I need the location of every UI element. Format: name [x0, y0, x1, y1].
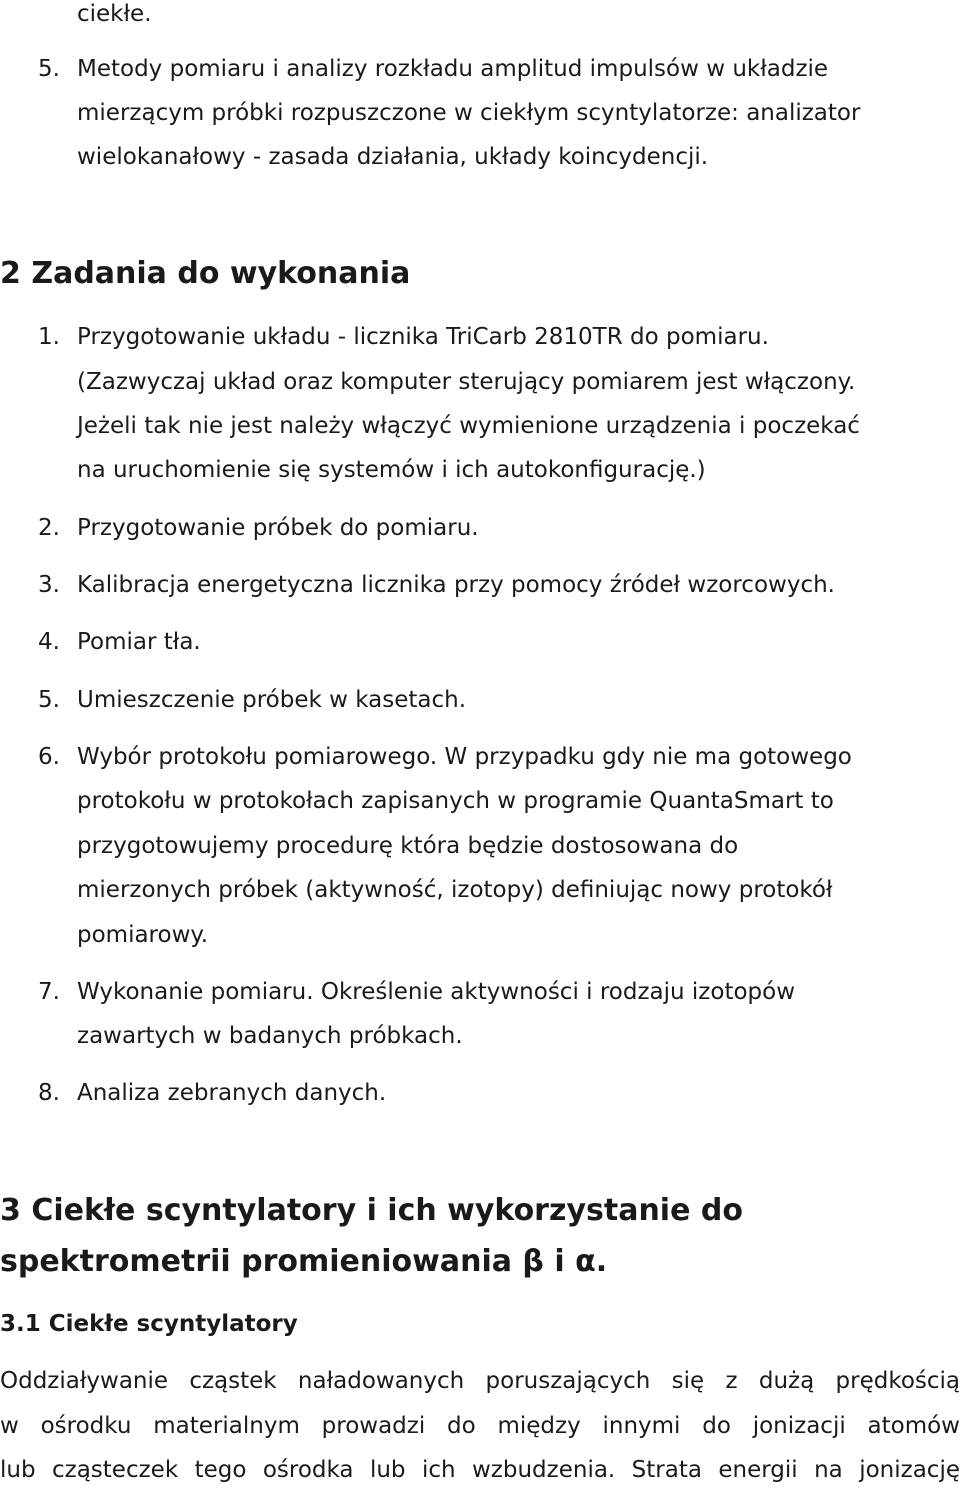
- section-heading-line: 3 Ciekłe scyntylatory i ich wykorzystanie do: [0, 1193, 743, 1228]
- task-number: 8.: [38, 1080, 60, 1106]
- subsection-heading: 3.1 Ciekłe scyntylatory: [0, 1311, 298, 1337]
- task-number: 6.: [38, 744, 60, 770]
- task-line: zawartych w badanych próbkach.: [77, 1023, 463, 1049]
- section-heading: 2 Zadania do wykonania: [0, 256, 411, 291]
- task-number: 4.: [38, 629, 60, 655]
- task-line: (Zazwyczaj układ oraz komputer sterujący pomiarem jest włączony.: [77, 369, 856, 395]
- paragraph-line: lub cząsteczek tego ośrodka lub ich wzbudzenia. Strata energii na jonizację: [0, 1457, 960, 1483]
- task-line: Przygotowanie układu - licznika TriCarb 2810TR do pomiaru.: [77, 324, 769, 350]
- list-item-line: mierzącym próbki rozpuszczone w ciekłym scyntylatorze: analizator: [77, 100, 861, 126]
- task-line: pomiarowy.: [77, 922, 209, 948]
- task-line: Umieszczenie próbek w kasetach.: [77, 687, 467, 713]
- section-heading-line: spektrometrii promieniowania β i α.: [0, 1244, 608, 1279]
- list-item-number: 5.: [38, 56, 60, 82]
- task-number: 5.: [38, 687, 60, 713]
- task-line: mierzonych próbek (aktywność, izotopy) definiując nowy protokół: [77, 877, 833, 903]
- task-line: protokołu w protokołach zapisanych w programie QuantaSmart to: [77, 788, 834, 814]
- task-line: Wybór protokołu pomiarowego. W przypadku gdy nie ma gotowego: [77, 744, 852, 770]
- task-line: Analiza zebranych danych.: [77, 1080, 387, 1106]
- task-number: 3.: [38, 572, 60, 598]
- list-item-line: Metody pomiaru i analizy rozkładu amplitud impulsów w układzie: [77, 56, 829, 82]
- task-line: Przygotowanie próbek do pomiaru.: [77, 515, 479, 541]
- top-fragment: ciekłe.: [77, 1, 152, 27]
- body-paragraph: [0, 1359, 960, 1493]
- task-number: 7.: [38, 979, 60, 1005]
- task-line: na uruchomienie się systemów i ich autokonfigurację.): [77, 457, 706, 483]
- task-line: przygotowujemy procedurę która będzie dostosowana do: [77, 833, 739, 859]
- list-item-line: wielokanałowy - zasada działania, układy koincydencji.: [77, 144, 709, 170]
- paragraph-line: w ośrodku materialnym prowadzi do między innymi do jonizacji atomów: [0, 1412, 960, 1439]
- task-line: Kalibracja energetyczna licznika przy pomocy źródeł wzorcowych.: [77, 572, 835, 598]
- task-number: 2.: [38, 515, 60, 541]
- task-line: Jeżeli tak nie jest należy włączyć wymienione urządzenia i poczekać: [77, 413, 860, 439]
- task-line: Pomiar tła.: [77, 629, 201, 655]
- paragraph-line: Oddziaływanie cząstek naładowanych poruszających się z dużą prędkością: [0, 1368, 960, 1394]
- task-number: 1.: [38, 324, 60, 350]
- task-line: Wykonanie pomiaru. Określenie aktywności i rodzaju izotopów: [77, 979, 796, 1005]
